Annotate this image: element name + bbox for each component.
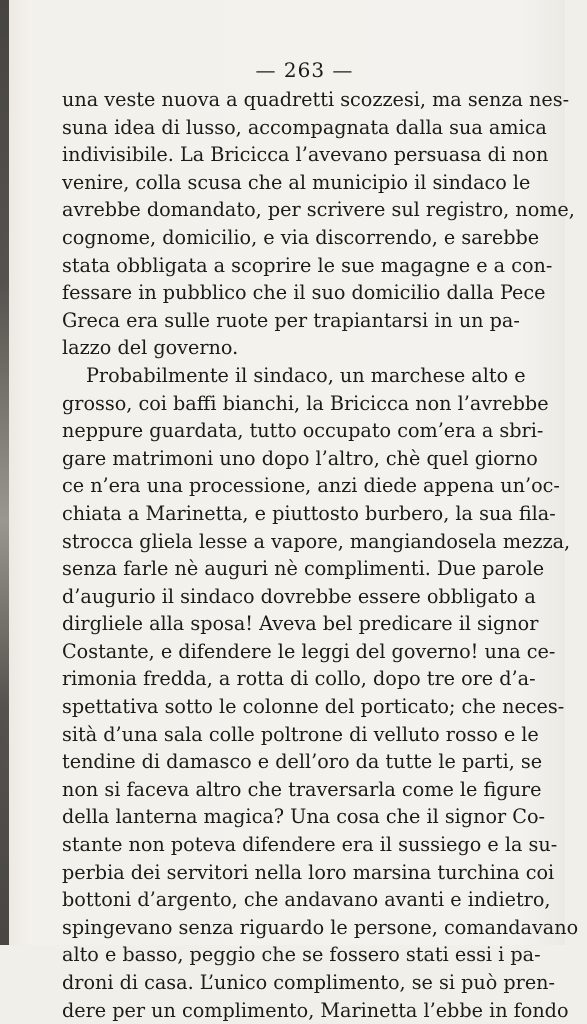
body-text	[62, 86, 579, 1024]
text-line: venire, colla scusa che al municipio il sindaco le	[62, 170, 531, 194]
text-line: dirgliele alla sposa! Aveva bel predicare il signor	[62, 612, 539, 636]
text-line: droni di casa. L’unico complimento, se si può pren-	[62, 971, 556, 994]
text-line: non si faceva altro che traversarla come le figure	[62, 777, 542, 801]
text-line: fessare in pubblico che il suo domicilio dalla Pece	[62, 281, 546, 305]
text-line: chiata a Marinetta, e piuttosto burbero, la sua fila-	[62, 501, 556, 525]
text-line: sità d’una sala colle poltrone di velluto rosso e le	[62, 722, 539, 746]
text-line: spingevano senza riguardo le persone, comandavano	[62, 915, 579, 939]
text-line: tendine di damasco e dell’oro da tutte le parti, se	[62, 750, 543, 774]
page-binding-edge	[0, 0, 9, 945]
text-line: Greca era sulle ruote per trapiantarsi in un pa-	[62, 308, 520, 332]
text-line: d’augurio il sindaco dovrebbe essere obbligato a	[62, 584, 536, 608]
text-line: avrebbe domandato, per scrivere sul registro, nome,	[62, 198, 575, 222]
text-line: strocca gliela lesse a vapore, mangiandosela mezza,	[62, 529, 571, 553]
text-line: stante non poteva difendere era il sussiego e la su-	[62, 833, 558, 857]
text-line: lazzo del governo.	[62, 336, 239, 360]
text-line: della lanterna magica? Una cosa che il signor Co-	[62, 805, 545, 829]
text-line: perbia dei servitori nella loro marsina turchina coi	[62, 860, 555, 884]
text-line: neppure guardata, tutto occupato com’era a sbri-	[62, 419, 544, 443]
text-line: suna idea di lusso, accompagnata dalla sua amica	[62, 115, 547, 139]
text-line: grosso, coi baffi bianchi, la Bricicca non l’avrebbe	[62, 391, 549, 415]
text-line: Costante, e difendere le leggi del governo! una ce-	[62, 639, 556, 663]
text-line: indivisibile. La Bricicca l’avevano persuasa di non	[62, 143, 549, 167]
text-line: spettativa sotto le colonne del porticato; che neces-	[62, 695, 565, 719]
text-line: alto e basso, peggio che se fossero stati essi i pa-	[62, 943, 541, 967]
page-number: — 263 —	[255, 58, 354, 82]
text-line: cognome, domicilio, e via discorrendo, e sarebbe	[62, 225, 540, 249]
text-line: bottoni d’argento, che andavano avanti e indietro,	[62, 888, 551, 912]
text-line: dere per un complimento, Marinetta l’ebbe in fondo	[62, 998, 569, 1022]
text-line: ce n’era una processione, anzi diede appena un’oc-	[62, 474, 560, 498]
text-line: stata obbligata a scoprire le sue magagne e a con-	[62, 253, 553, 277]
text-line: Probabilmente il sindaco, un marchese alto e	[86, 363, 526, 387]
text-line: senza farle nè auguri nè complimenti. Due parole	[62, 557, 545, 581]
text-line: gare matrimoni uno dopo l’altro, chè quel giorno	[62, 446, 538, 470]
text-line: rimonia fredda, a rotta di collo, dopo tre ore d’a-	[62, 667, 536, 691]
text-line: una veste nuova a quadretti scozzesi, ma senza nes-	[62, 88, 570, 111]
